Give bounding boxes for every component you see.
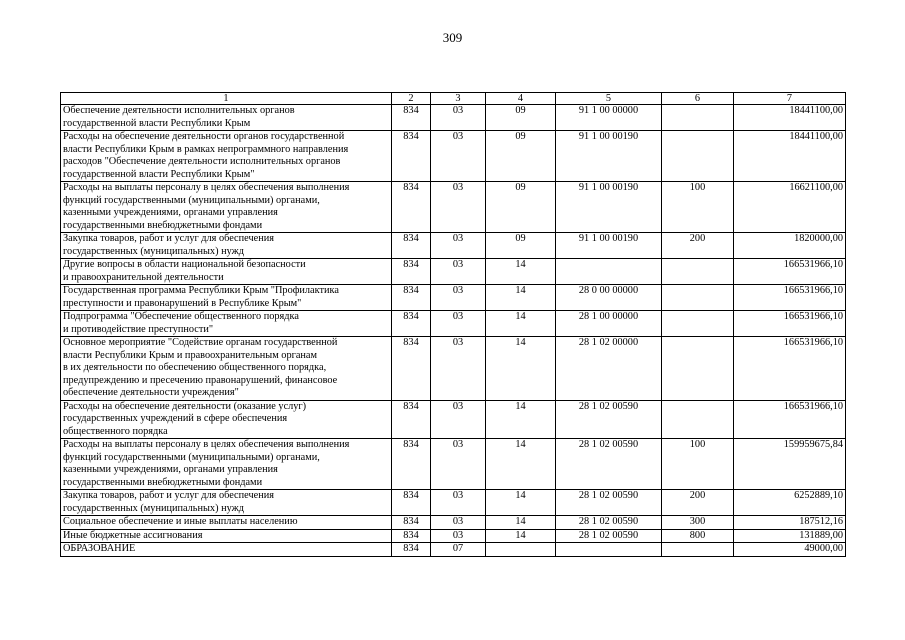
row-ved-code: 834	[392, 337, 431, 401]
table-row	[61, 543, 846, 557]
row-subsection-code: 14	[486, 529, 556, 543]
row-name: Закупка товаров, работ и услуг для обеспечения государственных (муниципальных) нужд	[61, 233, 392, 259]
col-header-4: 4	[486, 93, 556, 105]
row-section-code: 03	[431, 400, 486, 439]
row-subsection-code: 14	[486, 285, 556, 311]
row-amount: 49000,00	[734, 543, 846, 557]
row-subsection-code: 14	[486, 337, 556, 401]
col-header-5: 5	[556, 93, 662, 105]
row-section-code: 03	[431, 182, 486, 233]
row-amount: 166531966,10	[734, 337, 846, 401]
row-amount: 1820000,00	[734, 233, 846, 259]
row-name: Закупка товаров, работ и услуг для обеспечения государственных (муниципальных) нужд	[61, 490, 392, 516]
row-ved-code: 834	[392, 311, 431, 337]
row-name: Государственная программа Республики Крым "Профилактика преступности и правонарушений в Республике Крым"	[61, 285, 392, 311]
table-row	[61, 490, 846, 516]
row-expense-type	[662, 543, 734, 557]
row-ved-code: 834	[392, 233, 431, 259]
table-row	[61, 285, 846, 311]
row-name: Обеспечение деятельности исполнительных органов государственной власти Республики Крым	[61, 105, 392, 131]
row-target-article	[556, 543, 662, 557]
row-section-code: 03	[431, 311, 486, 337]
row-name: Расходы на обеспечение деятельности органов государственной власти Республики Крым в рамках непрограммного направления расходов "Обеспечение деятельности исполнительных органов государственной власти Республики Крым"	[61, 131, 392, 182]
row-section-code: 03	[431, 285, 486, 311]
row-subsection-code: 14	[486, 439, 556, 490]
row-amount: 166531966,10	[734, 285, 846, 311]
table-row	[61, 400, 846, 439]
table-row	[61, 516, 846, 530]
row-section-code: 03	[431, 259, 486, 285]
row-ved-code: 834	[392, 400, 431, 439]
row-section-code: 03	[431, 439, 486, 490]
col-header-1: 1	[61, 93, 392, 105]
row-section-code: 03	[431, 131, 486, 182]
table-row	[61, 529, 846, 543]
row-expense-type	[662, 131, 734, 182]
row-target-article: 28 1 02 00590	[556, 529, 662, 543]
row-expense-type: 200	[662, 490, 734, 516]
row-target-article	[556, 259, 662, 285]
row-expense-type	[662, 337, 734, 401]
row-amount: 6252889,10	[734, 490, 846, 516]
row-name: Другие вопросы в области национальной безопасности и правоохранительной деятельности	[61, 259, 392, 285]
row-target-article: 91 1 00 00190	[556, 182, 662, 233]
row-section-code: 03	[431, 105, 486, 131]
row-target-article: 91 1 00 00190	[556, 131, 662, 182]
row-expense-type: 300	[662, 516, 734, 530]
row-amount: 166531966,10	[734, 259, 846, 285]
row-expense-type: 100	[662, 439, 734, 490]
row-expense-type	[662, 105, 734, 131]
table-row	[61, 131, 846, 182]
row-subsection-code: 14	[486, 400, 556, 439]
row-subsection-code: 14	[486, 516, 556, 530]
row-name: Основное мероприятие "Содействие органам государственной власти Республики Крым и правоохранительным органам в их деятельности по обеспечению общественного порядка, предупреждению и пресечению правонарушений, финансовое обеспечение деятельности учреждения"	[61, 337, 392, 401]
row-amount: 131889,00	[734, 529, 846, 543]
row-ved-code: 834	[392, 259, 431, 285]
row-name: Расходы на выплаты персоналу в целях обеспечения выполнения функций государственными (муниципальными) органами, казенными учреждениями, органами управления государственными внебюджетными фондами	[61, 439, 392, 490]
row-amount: 18441100,00	[734, 105, 846, 131]
table-row	[61, 439, 846, 490]
row-section-code: 03	[431, 233, 486, 259]
row-name: Иные бюджетные ассигнования	[61, 529, 392, 543]
row-section-code: 03	[431, 490, 486, 516]
row-name: ОБРАЗОВАНИЕ	[61, 543, 392, 557]
row-expense-type: 100	[662, 182, 734, 233]
col-header-3: 3	[431, 93, 486, 105]
row-ved-code: 834	[392, 490, 431, 516]
col-header-6: 6	[662, 93, 734, 105]
row-expense-type: 200	[662, 233, 734, 259]
row-section-code: 03	[431, 337, 486, 401]
row-section-code: 03	[431, 516, 486, 530]
row-target-article: 28 1 02 00590	[556, 439, 662, 490]
row-ved-code: 834	[392, 439, 431, 490]
row-name: Социальное обеспечение и иные выплаты населению	[61, 516, 392, 530]
row-expense-type	[662, 285, 734, 311]
col-header-2: 2	[392, 93, 431, 105]
row-subsection-code: 14	[486, 259, 556, 285]
table-row	[61, 259, 846, 285]
row-ved-code: 834	[392, 131, 431, 182]
table-row	[61, 182, 846, 233]
row-ved-code: 834	[392, 516, 431, 530]
row-amount: 166531966,10	[734, 400, 846, 439]
row-amount: 166531966,10	[734, 311, 846, 337]
row-target-article: 28 1 02 00590	[556, 400, 662, 439]
row-expense-type	[662, 311, 734, 337]
table-row	[61, 311, 846, 337]
table-row	[61, 337, 846, 401]
row-subsection-code: 09	[486, 182, 556, 233]
table-row	[61, 105, 846, 131]
row-target-article: 91 1 00 00190	[556, 233, 662, 259]
row-target-article: 28 1 00 00000	[556, 311, 662, 337]
row-name: Подпрограмма "Обеспечение общественного порядка и противодействие преступности"	[61, 311, 392, 337]
row-target-article: 28 1 02 00590	[556, 490, 662, 516]
row-ved-code: 834	[392, 529, 431, 543]
row-ved-code: 834	[392, 182, 431, 233]
row-target-article: 28 0 00 00000	[556, 285, 662, 311]
row-amount: 18441100,00	[734, 131, 846, 182]
col-header-7: 7	[734, 93, 846, 105]
row-section-code: 07	[431, 543, 486, 557]
header-row	[61, 93, 846, 105]
row-amount: 159959675,84	[734, 439, 846, 490]
row-expense-type	[662, 259, 734, 285]
row-subsection-code: 09	[486, 233, 556, 259]
row-amount: 16621100,00	[734, 182, 846, 233]
row-subsection-code	[486, 543, 556, 557]
row-name: Расходы на обеспечение деятельности (оказание услуг) государственных учреждений в сфере обеспечения общественного порядка	[61, 400, 392, 439]
budget-table	[60, 92, 846, 557]
row-expense-type: 800	[662, 529, 734, 543]
row-subsection-code: 14	[486, 311, 556, 337]
row-name: Расходы на выплаты персоналу в целях обеспечения выполнения функций государственными (муниципальными) органами, казенными учреждениями, органами управления государственными внебюджетными фондами	[61, 182, 392, 233]
row-ved-code: 834	[392, 285, 431, 311]
row-ved-code: 834	[392, 543, 431, 557]
row-target-article: 28 1 02 00590	[556, 516, 662, 530]
row-subsection-code: 09	[486, 105, 556, 131]
page-number: 309	[442, 30, 463, 45]
row-subsection-code: 14	[486, 490, 556, 516]
row-target-article: 28 1 02 00000	[556, 337, 662, 401]
row-amount: 187512,16	[734, 516, 846, 530]
row-section-code: 03	[431, 529, 486, 543]
table-row	[61, 233, 846, 259]
row-expense-type	[662, 400, 734, 439]
row-subsection-code: 09	[486, 131, 556, 182]
row-target-article: 91 1 00 00000	[556, 105, 662, 131]
row-ved-code: 834	[392, 105, 431, 131]
